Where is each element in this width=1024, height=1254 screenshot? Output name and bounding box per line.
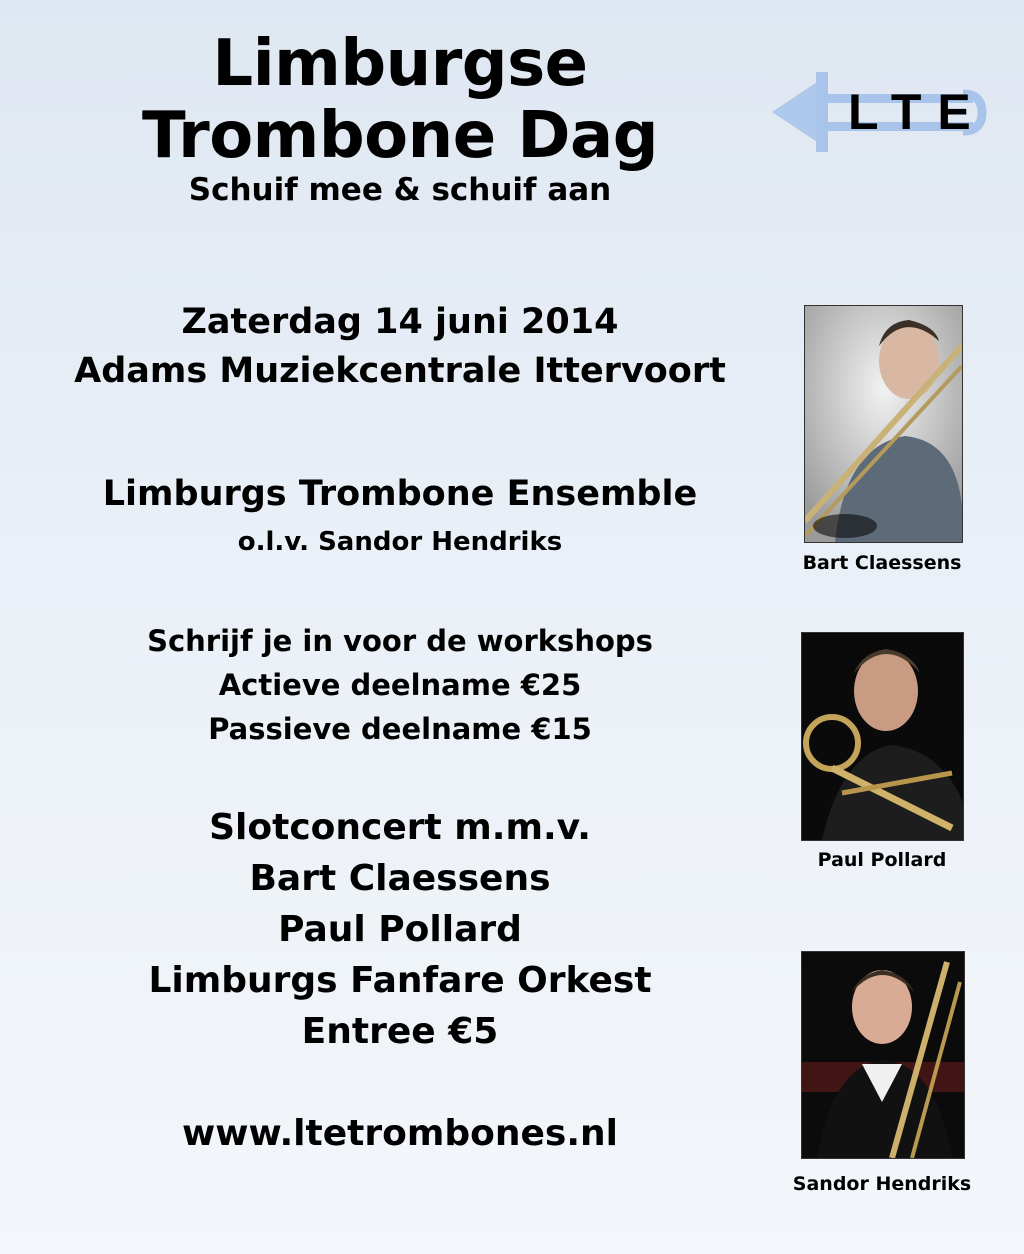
photo-sandor-hendriks <box>801 951 965 1159</box>
ensemble-name: Limburgs Trombone Ensemble <box>102 474 698 514</box>
workshop-passive-price: Passieve deelname €15 <box>208 712 592 746</box>
workshop-signup: Schrijf je in voor de workshops <box>147 624 653 658</box>
title-line2: Trombone Dag <box>142 99 658 173</box>
conductor: o.l.v. Sandor Hendriks <box>237 527 563 557</box>
logo-text: LTE <box>848 84 987 140</box>
caption-bart-claessens: Bart Claessens <box>802 552 962 574</box>
concert-heading: Slotconcert m.m.v. <box>209 807 591 848</box>
website-block <box>0 1108 800 1159</box>
date-venue-block <box>0 300 800 394</box>
concert-performer-3: Limburgs Fanfare Orkest <box>148 960 652 1001</box>
website-url: www.ltetrombones.nl <box>182 1113 618 1154</box>
concert-entrance-fee: Entree €5 <box>301 1011 499 1052</box>
event-date: Zaterdag 14 juni 2014 <box>181 302 619 342</box>
ensemble-block <box>0 472 800 559</box>
workshop-active-price: Actieve deelname €25 <box>218 668 582 702</box>
photo-paul-pollard <box>801 632 964 841</box>
caption-paul-pollard: Paul Pollard <box>817 849 947 871</box>
subtitle: Schuif mee & schuif aan <box>188 172 612 208</box>
event-venue: Adams Muziekcentrale Ittervoort <box>74 351 726 391</box>
lte-logo <box>768 62 988 162</box>
concert-performer-1: Bart Claessens <box>249 858 551 899</box>
title-line1: Limburgse <box>212 27 588 101</box>
photo-bart-claessens <box>804 305 963 543</box>
title-block <box>0 27 800 208</box>
caption-sandor-hendriks: Sandor Hendriks <box>792 1173 972 1195</box>
concert-performer-2: Paul Pollard <box>278 909 522 950</box>
concert-block <box>0 802 800 1057</box>
workshop-block <box>0 619 800 751</box>
